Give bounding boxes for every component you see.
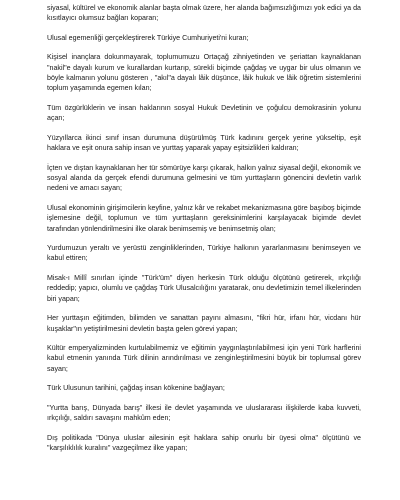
- paragraph-nationalism: Misak-ı Millî sınırları içinde "Türk'üm" diyen herkesin Türk olduğu ölçütünü getirerek, ırkçılığı reddedip; yapıcı, olumlu ve çağdaş Türk Ulusalcılığını yaratarak, onu devletimizin temel ilkelerinden biri yapan;: [47, 274, 361, 303]
- paragraph-peace: "Yurtta barış, Dünyada barış" ilkesi ile devlet yaşamında ve uluslararası ilişkilerde kaba kuvveti, ırkçılığı, saldırı savaşını mahkûm eden;: [47, 403, 361, 423]
- paragraph-language-reform: Kültür emperyalizminden kurtulabilmemiz ve eğitimin yaygınlaştırılabilmesi için yeni Türk harflerini kabul etmenin yanında Türk dilinin arındırılması ve zenginleştirilmesini büyük bir toplumsal görev sayan;: [47, 344, 361, 373]
- paragraph-womens-rights: Yüzyıllarca ikinci sınıf insan durumuna düşürülmüş Türk kadınını gerçek yerine yükseltip, eşit haklara ve eşit onura sahip insan ve yurttaş yaparak yapay eşitsizlikleri kaldıran;: [47, 133, 361, 153]
- paragraph-freedoms: Tüm özgürlüklerin ve insan haklarının sosyal Hukuk Devletinin ve çoğulcu demokrasinin yolunu açan;: [47, 103, 361, 123]
- paragraph-education: Her yurttaşın eğitimden, bilimden ve sanattan payını almasını, "fikri hür, irfanı hür, vicdanı hür kuşaklar"ın yetiştirilmesini devletin başta gelen görevi yapan;: [47, 314, 361, 333]
- paragraph-history: Türk Ulusunun tarihini, çağdaş insan kökenine bağlayan;: [47, 384, 225, 393]
- paragraph-foreign-policy: Dış politikada "Dünya uluslar ailesinin eşit haklara sahip onurlu bir üyesi olma" ölçütünü ve "karşılıklılık kuralını" vazgeçilmez ilke yapan;: [47, 433, 361, 453]
- paragraph-national-sovereignty: Ulusal egemenliği gerçekleştirerek Türkiye Cumhuriyeti'ni kuran;: [47, 33, 249, 42]
- paragraph-natural-resources: Yurdumuzun yeraltı ve yerüstü zenginliklerinden, Türkiye halkının yararlanmasını benimseyen ve kabul ettiren;: [47, 244, 361, 263]
- paragraph-secularism: Kişisel inançlara dokunmayarak, toplumumuzu Ortaçağ zihniyetinden ve şeriattan kaynaklanan "nakil"e dayalı kurum ve kurallardan kurtarıp, sürekli biçimde çağdaş ve uygar bir ulus olmanın ve böyle kalmanın yolunu gösteren , "akıl"a dayalı lâik düşünce, lâik hukuk ve lâik öğretim sistemlerini toplum yaşamında egemen kılan;: [47, 53, 361, 93]
- paragraph-against-exploitation: İçten ve dıştan kaynaklanan her tür sömürüye karşı çıkarak, halkın yalnız siyasal değil, ekonomik ve sosyal alanda da gerçek efendi durumuna gelmesini ve tüm yurttaşların gönencini devletin varlık nedeni ve amacı sayan;: [47, 163, 361, 193]
- paragraph-national-economy: Ulusal ekonominin girişimcilerin keyfine, yalnız kâr ve rekabet mekanizmasına göre başıboş biçimde işlemesine değil, toplumun ve tüm yurttaşların gereksinimlerini karşılayacak biçimde devlet tarafından yönlendirilmesini ilke olarak benimsemiş ve benimsetmiş olan;: [47, 203, 361, 233]
- paragraph-independence: siyasal, kültürel ve ekonomik alanlar başta olmak üzere, her alanda bağımsızlığımızı yok edici ya da kısıtlayıcı olumsuz bağları koparan;: [47, 4, 361, 23]
